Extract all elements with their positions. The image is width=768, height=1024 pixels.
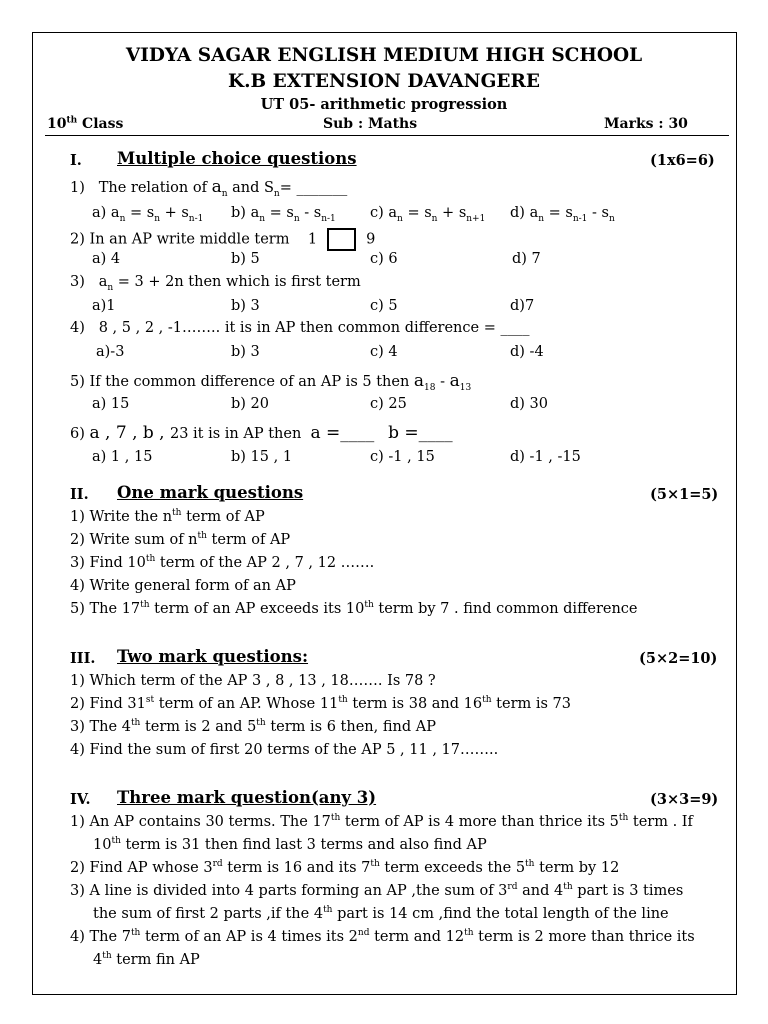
section-marks: (5×1=5) bbox=[650, 486, 719, 503]
two-mark-question-3: 3) The 4th term is 2 and 5th term is 6 then, find AP bbox=[70, 718, 436, 735]
marks-label: Marks : 30 bbox=[604, 116, 688, 132]
one-mark-question-5: 5) The 17th term of an AP exceeds its 10th term by 7 . find common difference bbox=[70, 600, 638, 617]
one-mark-question-4: 4) Write general form of an AP bbox=[70, 578, 296, 594]
mcq2-option-a: a) 4 bbox=[92, 251, 121, 267]
mcq4-option-a: a)-3 bbox=[96, 344, 125, 360]
three-mark-question-4: 4) The 7th term of an AP is 4 times its 2nd term and 12th term is 2 more than thrice its bbox=[70, 928, 695, 945]
mcq2-option-d: d) 7 bbox=[512, 251, 541, 267]
mcq-question-1: 1) The relation of $a_n$ and $S_n=$ _______ bbox=[70, 177, 348, 199]
mcq6-option-a: a) 1 , 15 bbox=[92, 449, 153, 465]
mcq3-option-a: a)1 bbox=[92, 298, 116, 314]
two-mark-question-2: 2) Find 31st term of an AP. Whose 11th term is 38 and 16th term is 73 bbox=[70, 695, 571, 712]
mcq-question-4: 4) 8 , 5 , 2 , -1…….. it is in AP then common difference = ____ bbox=[70, 320, 530, 336]
mcq-question-6: 6) a , 7 , b , 23 it is in AP then a =____ b =____ bbox=[70, 423, 453, 443]
mcq-question-5: 5) If the common difference of an AP is 5 then $a_{18} - a_{13}$ bbox=[70, 371, 472, 393]
mcq5-option-b: b) 20 bbox=[231, 396, 269, 412]
mcq2-option-b: b) 5 bbox=[231, 251, 260, 267]
mcq6-option-c: c) -1 , 15 bbox=[370, 449, 435, 465]
mcq3-option-b: b) 3 bbox=[231, 298, 260, 314]
mcq6-option-d: d) -1 , -15 bbox=[510, 449, 581, 465]
mcq3-option-d: d)7 bbox=[510, 298, 535, 314]
mcq3-option-c: c) 5 bbox=[370, 298, 398, 314]
mcq5-option-c: c) 25 bbox=[370, 396, 407, 412]
blank-box bbox=[327, 228, 356, 251]
mcq4-option-c: c) 4 bbox=[370, 344, 398, 360]
section-title: Two mark questions: bbox=[117, 647, 309, 666]
school-place: K.B EXTENSION DAVANGERE bbox=[228, 71, 540, 92]
one-mark-question-1: 1) Write the $n^{th}$ term of AP bbox=[70, 508, 265, 525]
mcq-question-2: 2) In an AP write middle term 1 9 bbox=[70, 228, 375, 251]
section-title: Multiple choice questions bbox=[117, 149, 357, 168]
three-mark-question-1: 1) An AP contains 30 terms. The 17th term of AP is 4 more than thrice its 5th term . If bbox=[70, 813, 693, 830]
three-mark-question-3: 3) A line is divided into 4 parts forming an AP ,the sum of 3rd and 4th part is 3 times bbox=[70, 882, 684, 899]
section-marks: (5×2=10) bbox=[639, 650, 718, 667]
test-title: UT 05- arithmetic progression bbox=[260, 96, 508, 113]
section-title: Three mark question(any 3) bbox=[117, 788, 377, 807]
header-rule bbox=[45, 135, 729, 136]
mcq1-option-d: d) $a_n = s_{n-1} - s_n$ bbox=[510, 205, 615, 224]
mcq5-option-a: a) 15 bbox=[92, 396, 130, 412]
section-marks: (3×3=9) bbox=[650, 791, 719, 808]
section-number: IV. bbox=[70, 791, 91, 808]
mcq4-option-b: b) 3 bbox=[231, 344, 260, 360]
mcq4-option-d: d) -4 bbox=[510, 344, 544, 360]
one-mark-question-3: 3) Find 10th term of the AP 2 , 7 , 12 ……. bbox=[70, 554, 375, 571]
three-mark-question-2: 2) Find AP whose 3rd term is 16 and its 7th term exceeds the 5th term by 12 bbox=[70, 859, 620, 876]
three-mark-question-3-line-2: the sum of first 2 parts ,if the 4th part is 14 cm ,find the total length of the line bbox=[93, 905, 669, 922]
mcq-question-3: 3) $a_n = 3 + 2n$ then which is first term bbox=[70, 274, 361, 293]
class-label: 10th Class bbox=[47, 115, 124, 132]
section-number: II. bbox=[70, 486, 89, 503]
mcq6-option-b: b) 15 , 1 bbox=[231, 449, 293, 465]
section-marks: (1x6=6) bbox=[650, 152, 715, 169]
three-mark-question-1-line-2: 10th term is 31 then find last 3 terms and also find AP bbox=[93, 836, 487, 853]
two-mark-question-1: 1) Which term of the AP 3 , 8 , 13 , 18……. Is 78 ? bbox=[70, 673, 436, 689]
two-mark-question-4: 4) Find the sum of first 20 terms of the AP 5 , 11 , 17…….. bbox=[70, 742, 499, 758]
subject-label: Sub : Maths bbox=[323, 116, 418, 132]
school-name: VIDYA SAGAR ENGLISH MEDIUM HIGH SCHOOL bbox=[125, 45, 643, 66]
mcq1-option-c: c) $a_n = s_n + s_{n+1}$ bbox=[370, 205, 486, 224]
mcq5-option-d: d) 30 bbox=[510, 396, 548, 412]
one-mark-question-2: 2) Write sum of $n^{th}$ term of AP bbox=[70, 531, 291, 548]
mcq1-option-a: a) $a_n = s_n + s_{n-1}$ bbox=[92, 205, 204, 224]
mcq1-option-b: b) $a_n = s_n - s_{n-1}$ bbox=[231, 205, 336, 224]
section-title: One mark questions bbox=[117, 483, 304, 502]
section-number: III. bbox=[70, 650, 96, 667]
section-number: I. bbox=[70, 152, 82, 169]
three-mark-question-4-line-2: 4th term fin AP bbox=[93, 951, 200, 968]
mcq2-option-c: c) 6 bbox=[370, 251, 398, 267]
